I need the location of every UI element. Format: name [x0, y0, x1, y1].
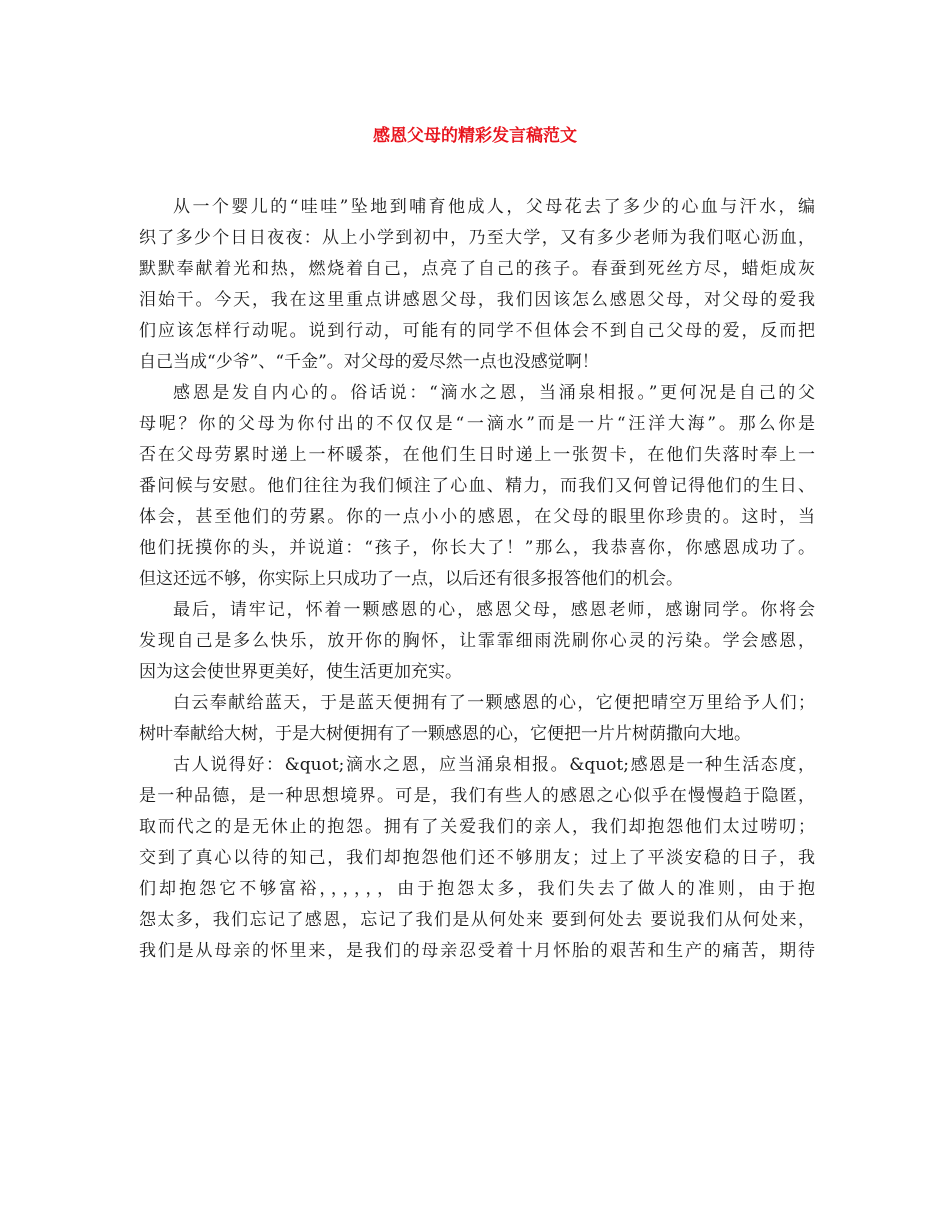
- paragraph-line: 否在父母劳累时递上一杯暖茶，在他们生日时递上一张贺卡，在他们失落时奉上一: [139, 445, 815, 465]
- paragraph: [139, 750, 815, 967]
- paragraph-line: 们应该怎样行动呢。说到行动，可能有的同学不但体会不到自己父母的爱，反而把: [139, 321, 815, 341]
- paragraph: [139, 595, 815, 688]
- paragraph-line: 树叶奉献给大树，于是大树便拥有了一颗感恩的心，它便把一片片树荫撒向大地。: [139, 724, 751, 744]
- paragraph-line: 泪始干。今天，我在这里重点讲感恩父母，我们因该怎么感恩父母，对父母的爱我: [139, 290, 815, 310]
- paragraph-line: 体会，甚至他们的劳累。你的一点小小的感恩，在父母的眼里你珍贵的。这时，当: [139, 507, 815, 527]
- paragraph-line: 从一个婴儿的“哇哇”坠地到哺育他成人，父母花去了多少的心血与汗水，编: [173, 197, 815, 217]
- paragraph: [139, 192, 815, 378]
- paragraph-line: 最后，请牢记，怀着一颗感恩的心，感恩父母，感恩老师，感谢同学。你将会: [173, 600, 815, 620]
- paragraph-line: 古人说得好：&quot;滴水之恩，应当涌泉相报。&quot;感恩是一种生活态度，: [173, 755, 815, 775]
- paragraph-line: 他们抚摸你的头，并说道：“孩子，你长大了！”那么，我恭喜你，你感恩成功了。: [139, 538, 815, 558]
- paragraph-line: 自己当成“少爷”、“千金”。对父母的爱尽然一点也没感觉啊！: [139, 352, 599, 372]
- paragraph-line: 发现自己是多么快乐，放开你的胸怀，让霏霏细雨洗刷你心灵的污染。学会感恩，: [139, 631, 815, 651]
- paragraph: [139, 378, 815, 595]
- paragraph-line: 怨太多，我们忘记了感恩，忘记了我们是从何处来 要到何处去 要说我们从何处来，: [139, 910, 815, 930]
- paragraph-line: 是一种品德，是一种思想境界。可是，我们有些人的感恩之心似乎在慢慢趋于隐匿，: [139, 786, 815, 806]
- paragraph-line: 因为这会使世界更美好，使生活更加充实。: [139, 662, 462, 682]
- paragraph-line: 我们是从母亲的怀里来，是我们的母亲忍受着十月怀胎的艰苦和生产的痛苦，期待: [139, 941, 815, 961]
- paragraph-line: 取而代之的是无休止的抱怨。拥有了关爱我们的亲人，我们却抱怨他们太过唠叨；: [139, 817, 815, 837]
- document-title: 感恩父母的精彩发言稿范文: [373, 126, 577, 146]
- paragraph-line: 交到了真心以待的知己，我们却抱怨他们还不够朋友；过上了平淡安稳的日子，我: [139, 848, 815, 868]
- paragraph-line: 母呢？你的父母为你付出的不仅仅是“一滴水”而是一片“汪洋大海”。那么你是: [139, 414, 815, 434]
- document-body: [139, 192, 815, 967]
- paragraph-line: 默默奉献着光和热，燃烧着自己，点亮了自己的孩子。春蚕到死丝方尽，蜡炬成灰: [139, 259, 815, 279]
- paragraph-line: 白云奉献给蓝天，于是蓝天便拥有了一颗感恩的心，它便把晴空万里给予人们；: [173, 693, 815, 713]
- paragraph-line: 织了多少个日日夜夜：从上小学到初中，乃至大学，又有多少老师为我们呕心沥血，: [139, 228, 815, 248]
- paragraph: [139, 688, 815, 750]
- paragraph-line: 番问候与安慰。他们往往为我们倾注了心血、精力，而我们又何曾记得他们的生日、: [139, 476, 815, 496]
- paragraph-line: 们却抱怨它不够富裕，，，，，，由于抱怨太多，我们失去了做人的准则，由于抱: [139, 879, 815, 899]
- paragraph-line: 感恩是发自内心的。俗话说：“滴水之恩，当涌泉相报。”更何况是自己的父: [173, 383, 815, 403]
- paragraph-line: 但这还远不够，你实际上只成功了一点，以后还有很多报答他们的机会。: [139, 569, 683, 589]
